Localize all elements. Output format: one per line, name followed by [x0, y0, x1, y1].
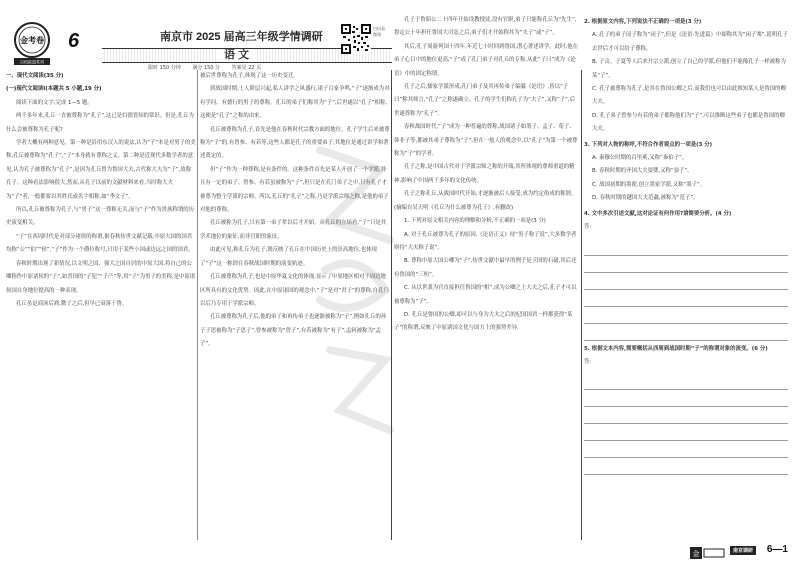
- paragraph: 孔丘被称为孔子,只有第一弟子辈以后才开始。从孔丘的立场看,“子”只是其学术地位的象征,而非官职的象征。: [200, 220, 387, 240]
- paragraph: 春秋时期出现了新情况,以文明之国、强大之国自居的中原大国,将自己的公卿称作中原诸侯的“子”,如晋国的“子犯”“子产”等,用“子”为男子的美称,是中原诸侯国自身地位提高的一种表现。: [6, 260, 196, 294]
- paragraph: 孔丘虽是商汤后裔,微子之后,但早已衰落于鲁。: [16, 300, 128, 307]
- paper-number: 6: [68, 30, 80, 52]
- page-footer: [690, 544, 794, 558]
- answer-line[interactable]: [584, 407, 788, 424]
- paragraph: 孔丘被尊称为孔子,也是中原华夏文化的体现,显示了中原地区相对于周边地区所具有的文化优势。因此,在中原诸国的观念中,“子”是对“君子”的尊称,自孔门以后乃专用于学派宗师。: [200, 274, 389, 307]
- paragraph: 被后世尊称为孔子,体现了这一历史变迁。: [200, 73, 299, 79]
- answer-option: A. 秦穆公时期的百里奚,又称“秦伯子”。: [592, 155, 688, 162]
- paper-title: 南京市 2025 届高三年级学情调研: [160, 31, 323, 43]
- answer-option: B. 子贡、子夏等人后来开宗立派,创立了自己的学派,但他们不能像孔子一样被称为某“子”。: [592, 59, 786, 79]
- answer-line[interactable]: [584, 256, 788, 273]
- answer-option: B. 尊称中原大国公卿为“子”,传世文献中最早的例子是卫国的石碏,其后还有鲁国的“三桓”。: [394, 258, 577, 278]
- answer-option: C. 战国初期的墨翟,创立墨家学派,又称“墨子”。: [592, 181, 706, 188]
- answer-prompt: 答:: [584, 358, 592, 365]
- answer-line[interactable]: [584, 441, 788, 458]
- answer-line[interactable]: [584, 373, 788, 390]
- paragraph: 学者大概有两种意见。第一种是沿用东汉人的说法,认为“子”本是对男子的美称,孔丘被尊称为“孔子”,“子”本身就有尊称之义。第二种是近现代多数学者的意见,认为孔子被尊称为“孔子”,是因为孔丘曾为鲁国大夫,古代称大夫为“子”,故称孔子。这种看法影响很大,然而,从孔子以前的文献材料来看,当时称大夫为“子”者,一般都要以其姓氏或名字相称,如“季文子”。: [6, 140, 196, 200]
- column-divider: [197, 70, 198, 540]
- answer-page: 答案见 22 页: [231, 65, 262, 71]
- paragraph: 孔子之称孔丘,从战国时代开始,才逐渐被后人接受,成为约定俗成的称谓。: [404, 191, 577, 198]
- brand-seal-icon: [12, 22, 52, 66]
- paragraph: 孔丘被尊称为孔子,首先是他在春秋时代宗教方面的地位。孔子学生后来被尊称为“子”的,有曾参、有若等,这些人都是孔子的重要弟子,其地位是通过讲学和著述奠定的。: [200, 126, 390, 160]
- section-heading: 一、现代文阅读(35 分): [6, 73, 64, 79]
- svg-text:金考卷: 金考卷: [20, 35, 44, 45]
- paragraph: 所以,孔丘被尊称为孔子,与“男子”这一尊称无关,而与“子”作为贵族称谓的历史演变相关。: [6, 207, 195, 227]
- paragraph: 其后,孔子周游列国十四年,年近七十时回到鲁国,潜心著述讲学。此时,他在弟子心目中的地位更高,“子”成了孔门弟子对孔丘的专称,从此“子曰”成为《论语》中的固定称谓。: [394, 43, 578, 77]
- question-stem: 2. 根据原文内容,下列说法不正确的一项是(3 分): [584, 19, 702, 25]
- answer-option: B. 春秋时期的齐国大夫晏婴,又称“晏子”。: [592, 168, 693, 175]
- answer-line[interactable]: [584, 324, 788, 341]
- page-number: 6—1: [766, 544, 788, 555]
- paragraph: 孔丘被尊称为孔子后,他的弟子和再传弟子也逐渐被称为“子”,例如孔丘的孙子子思被称为“子思子”,曾参被称为“曾子”,有若被称为“有子”,孟轲被称为“孟子”。: [200, 314, 387, 348]
- article-column-3: [394, 14, 580, 544]
- qr-code-icon[interactable]: [341, 24, 371, 54]
- answer-line[interactable]: [584, 290, 788, 307]
- section-heading: (一)现代文阅读Ⅰ(本题共 5 小题,19 分): [6, 86, 102, 93]
- answer-line[interactable]: [584, 424, 788, 441]
- article-column-1: [6, 70, 196, 542]
- full-score: 满分 150 分: [192, 65, 221, 71]
- answer-option: D. 春秋时期的越国大夫范蠡,被称为“范子”。: [592, 195, 699, 202]
- answer-line[interactable]: [584, 458, 788, 475]
- paragraph: 阅读下面的文字,完成 1—5 题。: [16, 99, 93, 106]
- answer-line[interactable]: [584, 390, 788, 407]
- brand-footer-icon: [690, 547, 726, 559]
- answer-option: A. 对于孔丘被尊为孔子的原因,《论语正义》持“男子称子说”,大多数学者则持“大夫称子说”。: [394, 231, 577, 251]
- paragraph: 春秋战国时代,“子”成为一种普遍的尊称,战国诸子如墨子、孟子、荀子、韩非子等,都被其弟子尊称为“子”,但在一般人的观念中,以“孔子”为第一个被尊称为“子”的学者。: [394, 124, 578, 158]
- exam-tag: 南京调研: [730, 546, 756, 555]
- svg-text:金: 金: [692, 550, 700, 558]
- answer-lines[interactable]: [584, 373, 788, 475]
- question-stem: 3. 下列对人物的称呼,不符合作者观点的一项是(3 分): [584, 141, 713, 148]
- paragraph: 但“子”作为一种尊称,是有条件的。这种条件首先是某人开创了一个学派,并且有一定的弟子。曾参、有若虽被称为“子”,但只是在孔门弟子之中,只有孔子才被尊为整个学派的宗师。所以,孔丘的“孔子”之称,乃是学派宗师之称,是他的弟子对他的尊称。: [200, 166, 389, 214]
- paragraph: (摘编自吴天明《孔丘为什么被尊为孔子》,有删改): [394, 204, 514, 211]
- question-stem: 5. 根据文本内容,简要概括从西周到战国时期“子”的称谓对象的流变。(6 分): [584, 345, 768, 352]
- answer-lines[interactable]: [584, 239, 788, 341]
- column-divider: [581, 70, 582, 540]
- paragraph: 由此可见,称孔丘为孔子,既反映了孔丘在中国历史上的崇高地位,也体现了“子”这一称谓在春秋战国时期的演变轨迹。: [200, 247, 377, 267]
- paragraph: 孔子于鲁昭公二十四年开始设教授徒,没有官职,弟子只能称孔丘为“先生”,鲁定公十年担任鲁国大司寇之后,弟子们才开始称其为“夫子”或“子”。: [394, 17, 577, 37]
- subject-label: 语 文: [218, 49, 255, 62]
- paragraph: 到战国时期,士人阶层兴起,私人讲学之风盛行,诸子百家争鸣,“子”逐渐成为对有学问、有德行的男子的尊称。孔丘的弟子们称其为“子”,后世遂以“孔子”相称,这便是“孔子”之称的由来。: [200, 86, 390, 120]
- question-stem: 1. 下列对原文相关内容的理解和分析,不正确的一项是(3 分): [404, 218, 546, 225]
- watermark-image: [300, 130, 410, 460]
- answer-option: C. 从以世袭为官直接担任鲁国的“相”,成为公卿之上大夫之后,孔子才可以被尊称为“子”。: [394, 285, 577, 305]
- questions-column: [584, 14, 788, 534]
- answer-line[interactable]: [584, 273, 788, 290]
- paragraph: 两千多年来,孔丘一直被尊称为“孔子”,这已是妇孺皆知的常识。但是,孔丘为什么会被尊称为孔子呢?: [6, 113, 194, 133]
- answer-option: D. 孔子弟子曾参与有若的弟子都称他们为“子”,可以推断这些弟子也都是鲁国的卿大夫。: [592, 112, 785, 133]
- answer-option: D. 孔丘是鲁国的公卿,却可以与身为大夫之后的杞国国君一样都获得“某子”的称谓,反映了中原诸国文化与国力上的强势差异。: [394, 311, 573, 332]
- paragraph: 孔子之称,是中国古代对于学派宗师之称的开端,其所体现的尊师重道的精神,影响了中国两千多年的文化传统。: [394, 164, 575, 184]
- time-limit: 限时 150 分钟: [148, 65, 181, 71]
- svg-text:百校联盟系列: 百校联盟系列: [20, 59, 44, 65]
- answer-prompt: 答:: [584, 224, 592, 231]
- paragraph: 孔子之后,儒家学派形成,孔门弟子及其再传弟子编纂《论语》,皆以“子曰”称其师言,“孔子”之称遂确立。孔子的学生们称孔子为“夫子”,又称“子”,后世遂尊称为“孔子”。: [394, 84, 576, 117]
- title-block: [102, 24, 382, 71]
- brand-logo: [12, 22, 52, 66]
- answer-option: A. 孔子的弟子闵子称为“闵子”,但是《论语·先进篇》中却称其为“闵子骞”,说明孔子去世后才可以给子尊称。: [592, 32, 788, 52]
- question-stem: 4. 文中多次引述文献,这对论证有何作用?请简要分析。(4 分): [584, 210, 732, 217]
- scan-label: 扫码看微课: [373, 26, 385, 37]
- answer-line[interactable]: [584, 307, 788, 324]
- answer-line[interactable]: [584, 239, 788, 256]
- answer-option: C. 孔子被尊称为孔子,是其在鲁国公卿之后,而我们也可以由此推知某人是鲁国的卿大夫。: [592, 86, 786, 106]
- paragraph: “子”在西周时代是对部分诸侯的称谓,据春秋传世文献记载,中原大国的国君均称“公”“伯”“侯”,“子”作为一个爵位称号,只用于某些小国或边远之国的国君。: [6, 233, 194, 254]
